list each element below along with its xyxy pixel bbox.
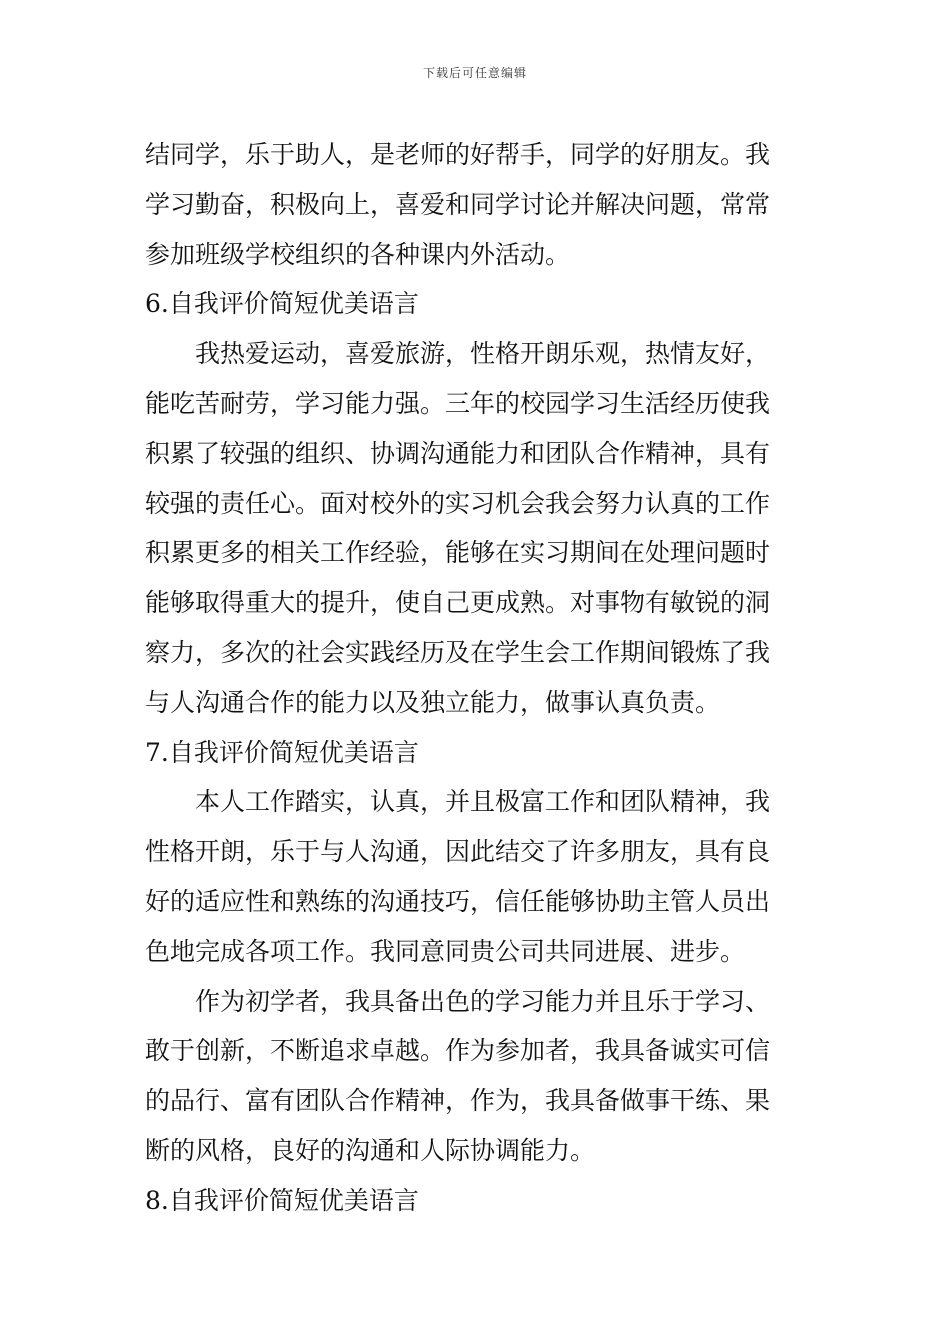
paragraph-line: 较强的责任心。面对校外的实习机会我会努力认真的工作 bbox=[145, 488, 771, 518]
section-heading-7: 7.自我评价简短优美语言 bbox=[145, 737, 419, 767]
paragraph-line: 色地完成各项工作。我同意同贵公司共同进展、进步。 bbox=[145, 936, 746, 966]
document-body bbox=[145, 130, 810, 1226]
paragraph-line: 结同学，乐于助人，是老师的好帮手，同学的好朋友。我 bbox=[145, 140, 771, 169]
paragraph-line: 学习勤奋，积极向上，喜爱和同学讨论并解决问题，常常 bbox=[145, 189, 771, 219]
paragraph-first-line: 本人工作踏实，认真，并且极富工作和团队精神，我 bbox=[195, 787, 771, 817]
header-note: 下载后可任意编辑 bbox=[422, 66, 527, 80]
paragraph-line: 的品行、富有团队合作精神，作为，我具备做事干练、果 bbox=[145, 1086, 771, 1116]
paragraph-line: 性格开朗，乐于与人沟通，因此结交了许多朋友，具有良 bbox=[145, 837, 771, 867]
paragraph-first-line: 作为初学者，我具备出色的学习能力并且乐于学习、 bbox=[195, 986, 771, 1016]
section-heading-6: 6.自我评价简短优美语言 bbox=[145, 289, 419, 319]
paragraph-line: 与人沟通合作的能力以及独立能力，做事认真负责。 bbox=[145, 687, 721, 717]
paragraph-line: 能够取得重大的提升，使自己更成熟。对事物有敏锐的洞 bbox=[145, 588, 771, 618]
paragraph-first-line: 我热爱运动，喜爱旅游，性格开朗乐观，热情友好， bbox=[195, 339, 771, 369]
paragraph-line: 敢于创新，不断追求卓越。作为参加者，我具备诚实可信 bbox=[145, 1036, 771, 1066]
paragraph-line: 积累了较强的组织、协调沟通能力和团队合作精神，具有 bbox=[145, 438, 771, 468]
paragraph-line: 断的风格，良好的沟通和人际协调能力。 bbox=[145, 1135, 596, 1165]
paragraph-line: 能吃苦耐劳，学习能力强。三年的校园学习生活经历使我 bbox=[145, 388, 771, 418]
paragraph-line: 察力，多次的社会实践经历及在学生会工作期间锻炼了我 bbox=[145, 637, 771, 667]
paragraph-line: 参加班级学校组织的各种课内外活动。 bbox=[145, 239, 571, 269]
paragraph-line: 积累更多的相关工作经验，能够在实习期间在处理问题时 bbox=[145, 538, 771, 568]
section-heading-8: 8.自我评价简短优美语言 bbox=[145, 1185, 419, 1215]
paragraph-line: 好的适应性和熟练的沟通技巧，信任能够协助主管人员出 bbox=[145, 886, 771, 916]
